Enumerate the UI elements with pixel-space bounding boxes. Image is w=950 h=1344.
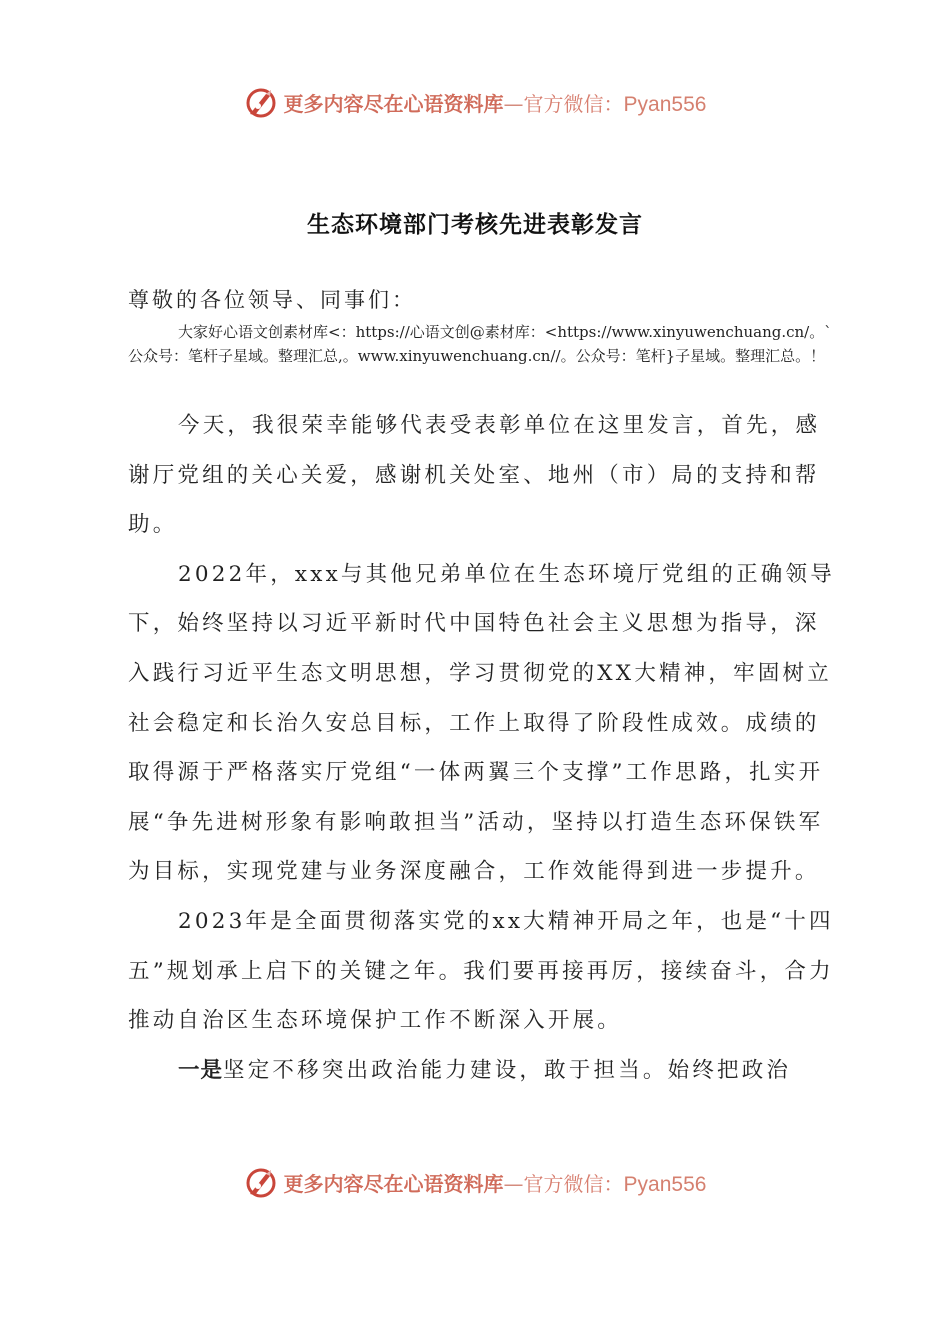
footer-banner: [0, 1162, 950, 1202]
document-body: [128, 401, 840, 1095]
pen-logo-icon: [244, 84, 280, 120]
paragraph-rest: 坚定不移突出政治能力建设，敢于担当。始终把政治: [223, 1057, 792, 1083]
salutation: 尊敬的各位领导、同事们：: [128, 288, 416, 312]
paragraph: 2023年是全面贯彻落实党的xx大精神开局之年，也是“十四五”规划承上启下的关键之年。我们要再接再厉，接续奋斗，合力推动自治区生态环境保护工作不断深入开展。: [128, 908, 834, 1034]
pen-logo-icon: [244, 1164, 280, 1200]
paragraph: 今天，我很荣幸能够代表受表彰单位在这里发言，首先，感谢厅党组的关心关爱，感谢机关处室、地州（市）局的支持和帮助。: [128, 413, 821, 538]
source-note: 大家好心语文创素材库<：https://心语文创@素材库：<https://www.xinyuwenchuang.cn/。`公众号：笔杆子星域。整理汇总,。www.xinyuwenchuang.cn//。公众号：笔杆}子星域。整理汇总。！: [128, 323, 832, 365]
header-banner: [0, 82, 950, 122]
banner-text: 更多内容尽在心语资料库—官方微信：Pyan556: [283, 91, 707, 116]
paragraph-lead: 一是: [178, 1057, 224, 1083]
wechat-id: Pyan556: [623, 1172, 707, 1196]
wechat-id: Pyan556: [623, 92, 707, 116]
paragraph: [128, 1046, 840, 1096]
paragraph: 2022年，xxx与其他兄弟单位在生态环境厅党组的正确领导下，始终坚持以习近平新时代中国特色社会主义思想为指导，深入践行习近平生态文明思想，学习贯彻党的XX大精神，牢固树立社会稳定和长治久安总目标，工作上取得了阶段性成效。成绩的取得源于严格落实厅党组“一体两翼三个支撑”工作思路，扎实开展“争先进树形象有影响敢担当”活动，坚持以打造生态环保铁军为目标，实现党建与业务深度融合，工作效能得到进一步提升。: [128, 561, 835, 885]
document-title: 生态环境部门考核先进表彰发言: [307, 211, 643, 238]
banner-text: 更多内容尽在心语资料库—官方微信：Pyan556: [283, 1171, 707, 1196]
